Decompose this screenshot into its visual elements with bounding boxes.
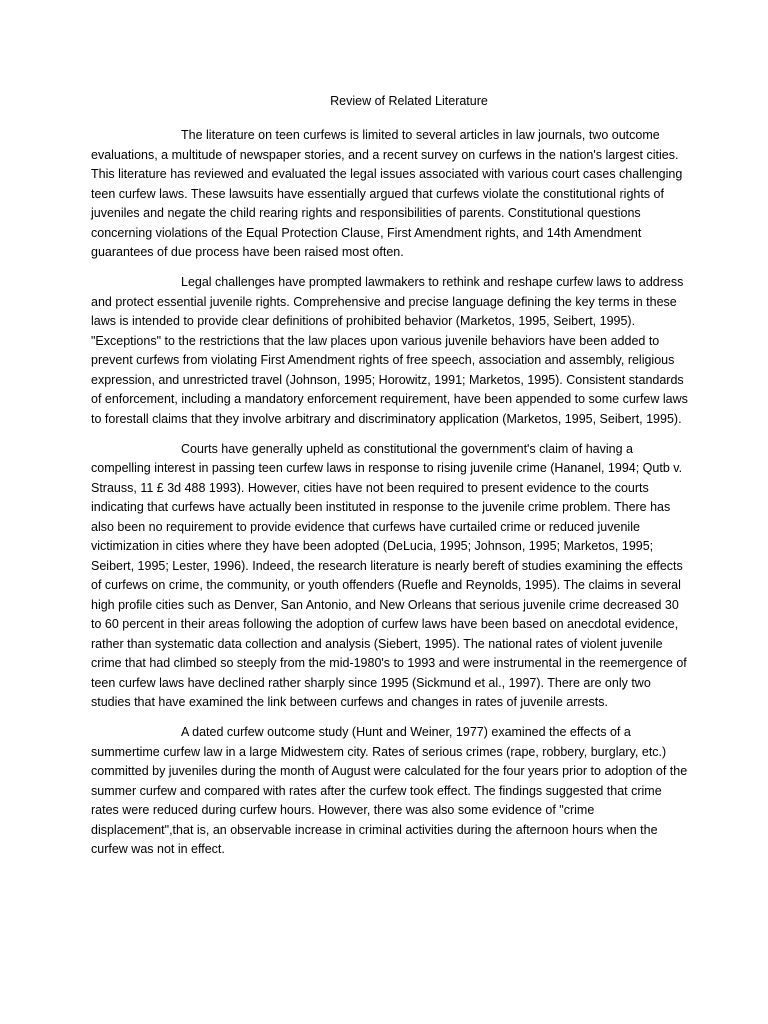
document-title: Review of Related Literature <box>330 94 488 108</box>
document-body <box>91 126 691 870</box>
paragraph-2: Legal challenges have prompted lawmakers to rethink and reshape curfew laws to address and protect essential juvenile rights. Comprehensive and precise language defining the key terms in these laws is intended to provide clear definitions of prohibited behavior (Marketos, 1995, Seibert, 1995). "Exceptions" to the restrictions that the law places upon various juvenile behaviors have been added to prevent curfews from violating First Amendment rights of free speech, association and assembly, religious expression, and unrestricted travel (Johnson, 1995; Horowitz, 1991; Marketos, 1995). Consistent standards of enforcement, including a mandatory enforcement requirement, have been appended to some curfew laws to forestall claims that they involve arbitrary and discriminatory application (Marketos, 1995, Seibert, 1995). <box>91 275 688 426</box>
paragraph-1: The literature on teen curfews is limited to several articles in law journals, two outcome evaluations, a multitude of newspaper stories, and a recent survey on curfews in the nation's largest cities. This literature has reviewed and evaluated the legal issues associated with various court cases challenging teen curfew laws. These lawsuits have essentially argued that curfews violate the constitutional rights of juveniles and negate the child rearing rights and responsibilities of parents. Constitutional questions concerning violations of the Equal Protection Clause, First Amendment rights, and 14th Amendment guarantees of due process have been raised most often. <box>91 128 683 259</box>
paragraph-4: A dated curfew outcome study (Hunt and Weiner, 1977) examined the effects of a summertime curfew law in a large Midwestem city. Rates of serious crimes (rape, robbery, burglary, etc.) committed by juveniles during the month of August were calculated for the four years prior to adoption of the summer curfew and compared with rates after the curfew took effect. The findings suggested that crime rates were reduced during curfew hours. However, there was also some evidence of "crime displacement",that is, an observable increase in criminal activities during the afternoon hours when the curfew was not in effect. <box>91 725 688 856</box>
paragraph-3: Courts have generally upheld as constitutional the government's claim of having a compelling interest in passing teen curfew laws in response to rising juvenile crime (Hananel, 1994; Qutb v. Strauss, 11 £ 3d 488 1993). However, cities have not been required to present evidence to the courts indicating that curfews have actually been instituted in response to the juvenile crime problem. There has also been no requirement to provide evidence that curfews have curtailed crime or reduced juvenile victimization in cities where they have been adopted (DeLucia, 1995; Johnson, 1995; Marketos, 1995; Seibert, 1995; Lester, 1996). Indeed, the research literature is nearly bereft of studies examining the effects of curfews on crime, the community, or youth offenders (Ruefle and Reynolds, 1995). The claims in several high profile cities such as Denver, San Antonio, and New Orleans that serious juvenile crime decreased 30 to 60 percent in their areas following the adoption of curfew laws have been based on anecdotal evidence, rather than systematic data collection and analysis (Siebert, 1995). The national rates of violent juvenile crime that had climbed so steeply from the mid-1980's to 1993 and were instrumental in the reemergence of teen curfew laws have declined rather sharply since 1995 (Sickmund et al., 1997). There are only two studies that have examined the link between curfews and changes in rates of juvenile arrests. <box>91 441 687 709</box>
